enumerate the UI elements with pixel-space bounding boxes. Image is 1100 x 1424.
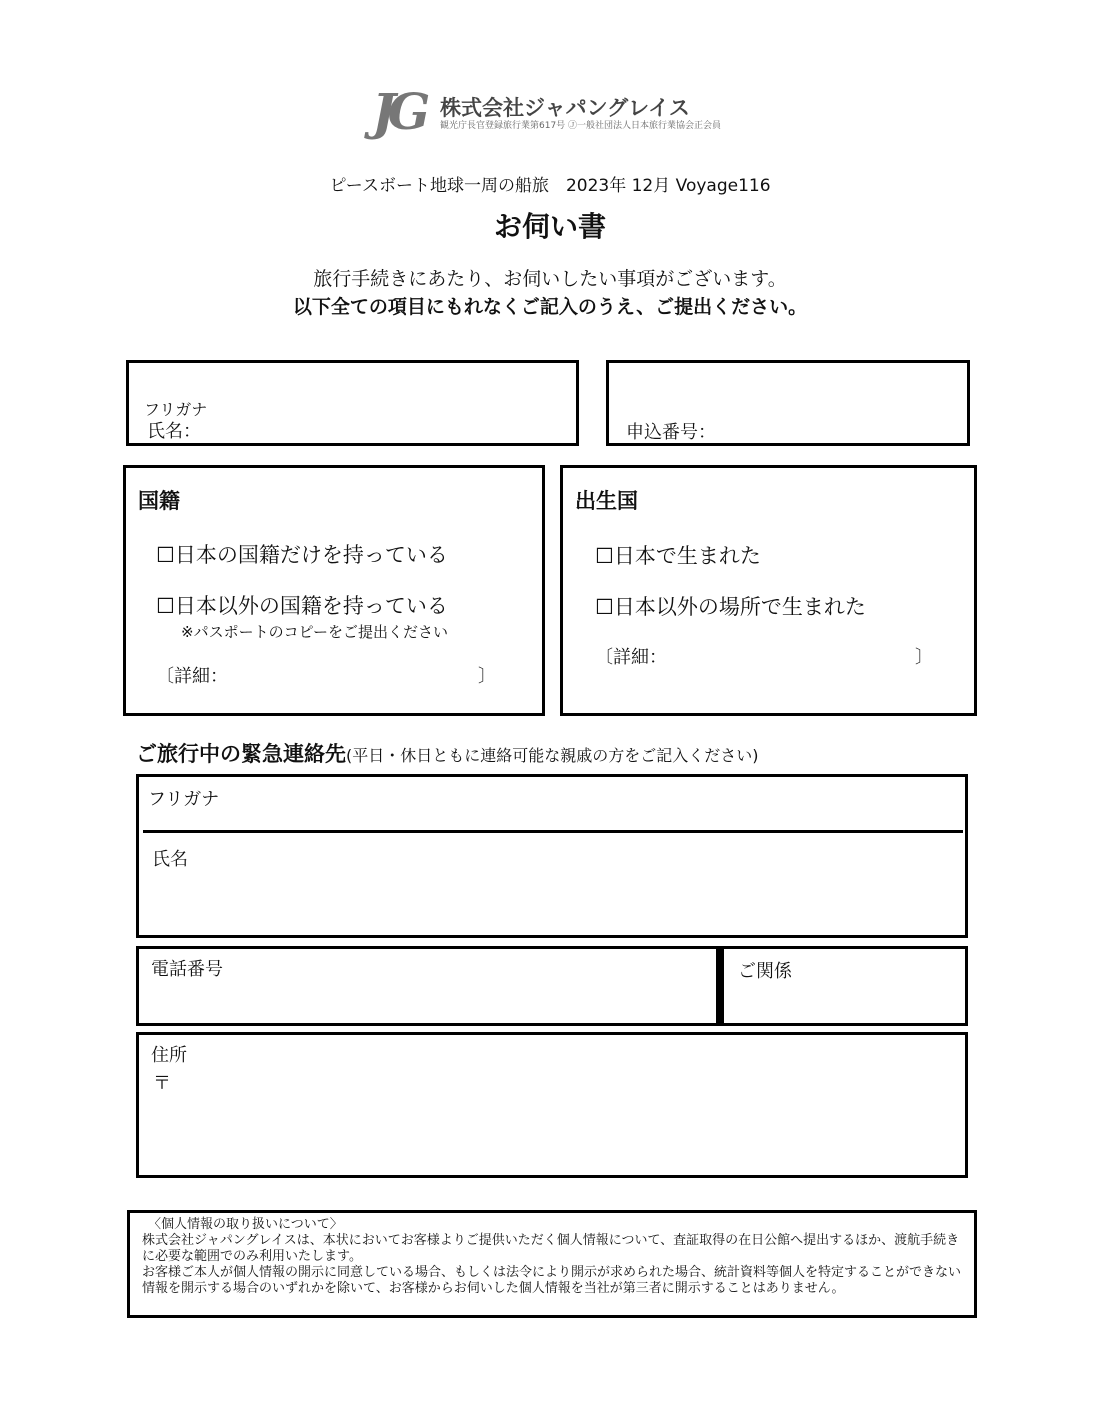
divider: [143, 830, 963, 833]
intro-line-2: 以下全ての項目にもれなくご記入のうえ、ご提出ください。: [292, 296, 808, 318]
birth-detail-label: 〔詳細：: [595, 647, 667, 668]
address-label: 住所: [151, 1045, 187, 1066]
company-name: 株式会社ジャパングレイス: [440, 96, 690, 120]
intro-line-1: 旅行手続きにあたり、お伺いしたい事項がございます。: [313, 268, 787, 290]
nationality-japan-only-checkbox[interactable]: ☐日本の国籍だけを持っている: [156, 543, 448, 567]
company-logo-mark: JG: [372, 82, 423, 141]
emergency-heading: ご旅行中の緊急連絡先: [136, 742, 346, 766]
name-field[interactable]: [126, 360, 579, 446]
nationality-heading: 国籍: [138, 489, 180, 513]
page-title: お伺い書: [493, 210, 606, 243]
emergency-phone-field[interactable]: [136, 946, 721, 1026]
nationality-detail-close: 〕: [478, 666, 496, 687]
company-registration: 観光庁長官登録旅行業第617号 Ⓙ一般社団法人日本旅行業協会正会員: [440, 121, 722, 131]
privacy-heading: 〈個人情報の取り扱いについて〉: [148, 1217, 343, 1232]
nationality-other-checkbox[interactable]: ☐日本以外の国籍を持っている: [156, 594, 448, 618]
relation-label: ご関係: [738, 961, 792, 982]
born-japan-checkbox[interactable]: ☐日本で生まれた: [595, 544, 761, 568]
privacy-notice: [127, 1210, 977, 1318]
birth-detail-close: 〕: [915, 647, 933, 668]
application-number-field[interactable]: [606, 360, 970, 446]
name-label: 氏名：: [147, 421, 201, 442]
nationality-detail-label: 〔詳細：: [156, 666, 228, 687]
privacy-paragraph-2: お客様ご本人が個人情報の開示に同意している場合、もしくは法令により開示が求められた場合、統計資料等個人を特定することができない情報を開示する場合のいずれかを除いて、お客様からお伺いした個人情報を当社が第三者に開示することはありません。: [142, 1265, 962, 1296]
emergency-address-field[interactable]: [136, 1032, 968, 1178]
privacy-paragraph-1: 株式会社ジャパングレイスは、本状においてお客様よりご提供いただく個人情報について、査証取得の在日公館へ提出するほか、渡航手続きに必要な範囲でのみ利用いたします。: [142, 1233, 960, 1264]
emergency-name-label: 氏名: [152, 849, 188, 870]
phone-label: 電話番号: [151, 959, 223, 980]
nationality-section: [123, 465, 545, 716]
emergency-heading-row: [136, 738, 759, 768]
furigana-label: フリガナ: [144, 400, 208, 419]
postal-mark: 〒: [153, 1073, 171, 1094]
application-number-label: 申込番号：: [626, 422, 716, 443]
birth-country-section: [560, 465, 977, 716]
born-abroad-checkbox[interactable]: ☐日本以外の場所で生まれた: [595, 595, 866, 619]
passport-note: ※パスポートのコピーをご提出ください: [181, 623, 448, 641]
emergency-name-field[interactable]: [136, 774, 968, 938]
subtitle: ピースボート地球一周の船旅 2023年 12月 Voyage116: [329, 176, 771, 196]
emergency-furigana-label: フリガナ: [148, 789, 220, 810]
emergency-note: (平日・休日ともに連絡可能な親戚の方をご記入ください): [346, 746, 759, 765]
emergency-relation-field[interactable]: [721, 946, 968, 1026]
birth-country-heading: 出生国: [575, 489, 638, 513]
